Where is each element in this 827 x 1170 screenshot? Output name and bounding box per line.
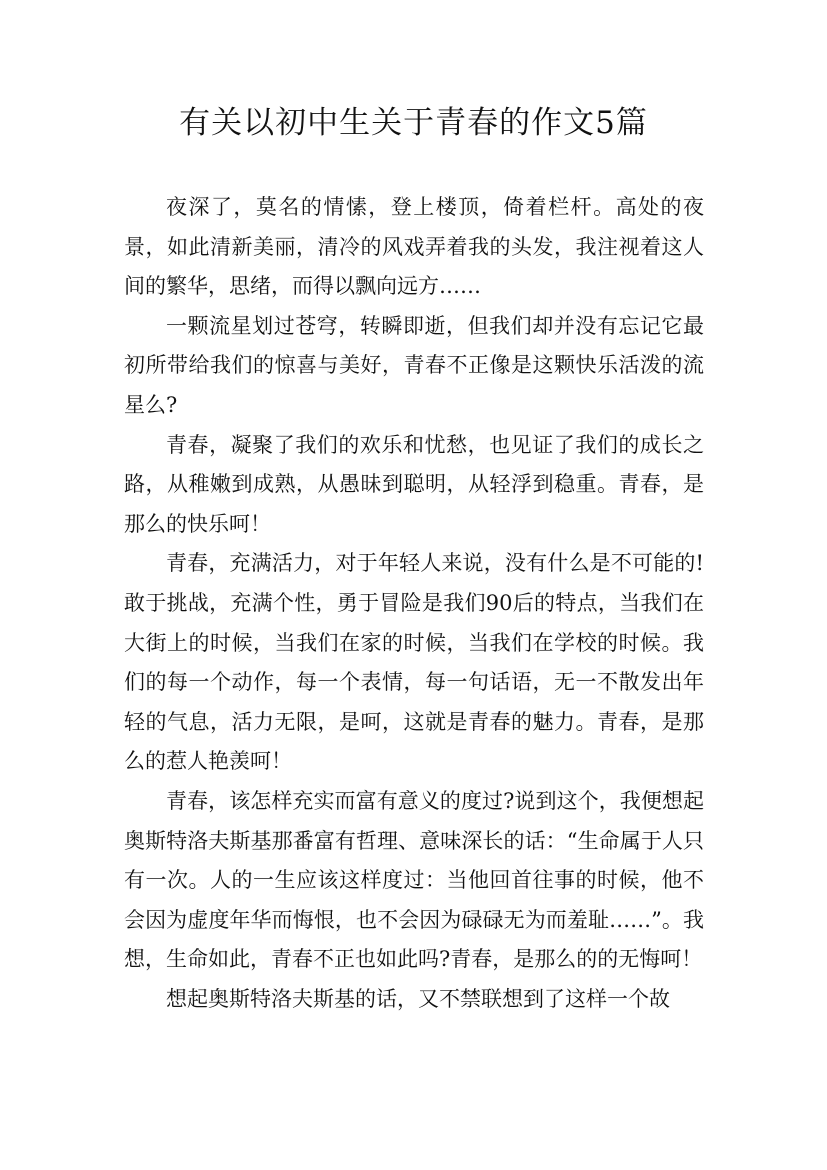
paragraph-3: 青春，凝聚了我们的欢乐和忧愁，也见证了我们的成长之路，从稚嫩到成熟，从愚昧到聪明，从轻浮到稳重。青春，是那么的快乐呵！ <box>124 432 704 536</box>
document-body <box>124 188 704 1019</box>
paragraph-2: 一颗流星划过苍穹，转瞬即逝，但我们却并没有忘记它最初所带给我们的惊喜与美好，青春不正像是这颗快乐活泼的流星么? <box>124 313 704 417</box>
document-title: 有关以初中生关于青春的作文5篇 <box>179 105 648 141</box>
paragraph-1: 夜深了，莫名的情愫，登上楼顶，倚着栏杆。高处的夜景，如此清新美丽，清冷的风戏弄着我的头发，我注视着这人间的繁华，思绪，而得以飘向远方…… <box>124 195 704 299</box>
paragraph-5: 青春，该怎样充实而富有意义的度过?说到这个，我便想起奥斯特洛夫斯基那番富有哲理、意味深长的话：“生命属于人只有一次。人的一生应该这样度过：当他回首往事的时候，他不会因为虚度年华而悔恨，也不会因为碌碌无为而羞耻……”。我想，生命如此，青春不正也如此吗?青春，是那么的的无悔呵！ <box>124 788 704 972</box>
paragraph-6: 想起奥斯特洛夫斯基的话，又不禁联想到了这样一个故 <box>166 986 670 1011</box>
paragraph-4: 青春，充满活力，对于年轻人来说，没有什么是不可能的!敢于挑战，充满个性，勇于冒险是我们90后的特点，当我们在大街上的时候，当我们在家的时候，当我们在学校的时候。我们的每一个动作，每一个表情，每一句话语，无一不散发出年轻的气息，活力无限，是呵，这就是青春的魅力。青春，是那么的惹人艳羡呵！ <box>124 551 704 774</box>
